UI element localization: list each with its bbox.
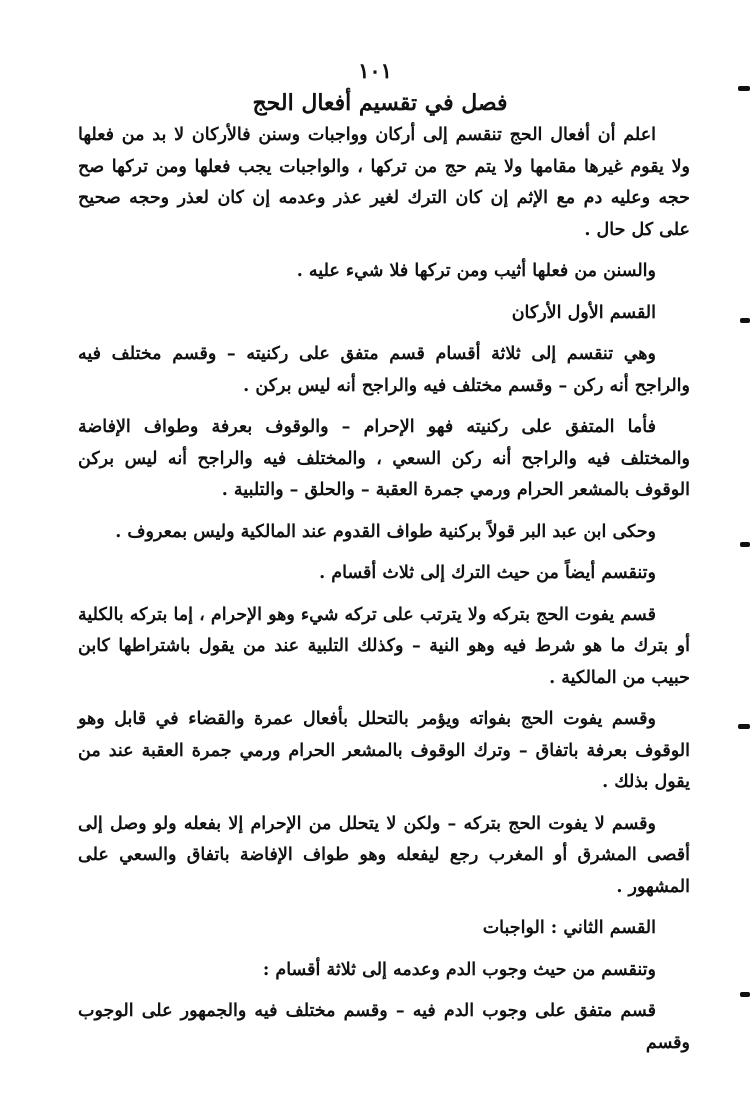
paragraph-intro: اعلم أن أفعال الحج تنقسم إلى أركان وواجبات وسنن فالأركان لا بد من فعلها ولا يقوم غيرها مقامها ولا يتم حج من تركها ، والواجبات يجب فعلها ومن تركها صح حجه وعليه دم مع الإثم إن كان الترك لغير عذر وعدمه إن كان لعذر وحجه صحيح على كل حال . — [78, 125, 690, 240]
paragraph-sunan: والسنن من فعلها أثيب ومن تركها فلا شيء عليه . — [296, 261, 656, 281]
right-edge-mark — [738, 724, 750, 729]
paragraph-second-type: وقسم يفوت الحج بفواته ويؤمر بالتحلل بأفعال عمرة والقضاء في قابل وهو الوقوف بعرفة باتفاق – وترك الوقوف بالمشعر الحرام ورمي جمرة العقبة عند من يقول بذلك . — [78, 709, 690, 792]
right-edge-mark — [740, 318, 750, 323]
paragraph-first-type: قسم يفوت الحج بتركه ولا يترتب على تركه شيء وهو الإحرام ، إما بتركه بالكلية أو بترك ما هو شرط فيه وهو النية – وكذلك التلبية عند من يقول باشتراطها كابن حبيب من المالكية . — [78, 604, 690, 688]
paragraph-third-type: وقسم لا يفوت الحج بتركه – ولكن لا يتحلل من الإحرام إلا بفعله ولو وصل إلى أقصى المشرق أو المغرب رجع ليفعله وهو طواف الإفاضة باتفاق والسعي على المشهور . — [78, 813, 690, 897]
paragraph-wajibat-types: قسم متفق على وجوب الدم فيه – وقسم مختلف فيه والجمهور على الوجوب وقسم — [78, 1001, 690, 1053]
section-heading-arkan: القسم الأول الأركان — [511, 302, 656, 323]
right-edge-mark — [740, 542, 750, 547]
chapter-title: فصل في تقسيم أفعال الحج — [252, 90, 508, 116]
paragraph-ibn-abd-albarr: وحكى ابن عبد البر قولاً بركنية طواف القدوم عند المالكية وليس بمعروف . — [115, 521, 656, 542]
section-heading-wajibat: القسم الثاني : الواجبات — [482, 918, 656, 938]
page-number: ١٠١ — [358, 58, 392, 83]
right-edge-mark — [738, 86, 750, 91]
paragraph-arkan-division: وهي تنقسم إلى ثلاثة أقسام قسم متفق على ركنيته – وقسم مختلف فيه والراجح أنه ركن – وقسم مختلف فيه والراجح أنه ليس بركن . — [78, 344, 690, 396]
paragraph-agreed-arkan: فأما المتفق على ركنيته فهو الإحرام – والوقوف بعرفة وطواف الإفاضة والمختلف فيه والراجح أنه ركن السعي ، والمختلف فيه والراجح أنه ليس بركن الوقوف بالمشعر الحرام ورمي جمرة العقبة – والحلق – والتلبية . — [78, 417, 690, 500]
paragraph-wajibat-division: وتنقسم من حيث وجوب الدم وعدمه إلى ثلاثة أقسام : — [262, 959, 656, 980]
paragraph-tark-division: وتنقسم أيضاً من حيث الترك إلى ثلاث أقسام . — [319, 563, 656, 583]
body-text — [78, 120, 690, 1069]
right-edge-mark — [740, 992, 750, 997]
